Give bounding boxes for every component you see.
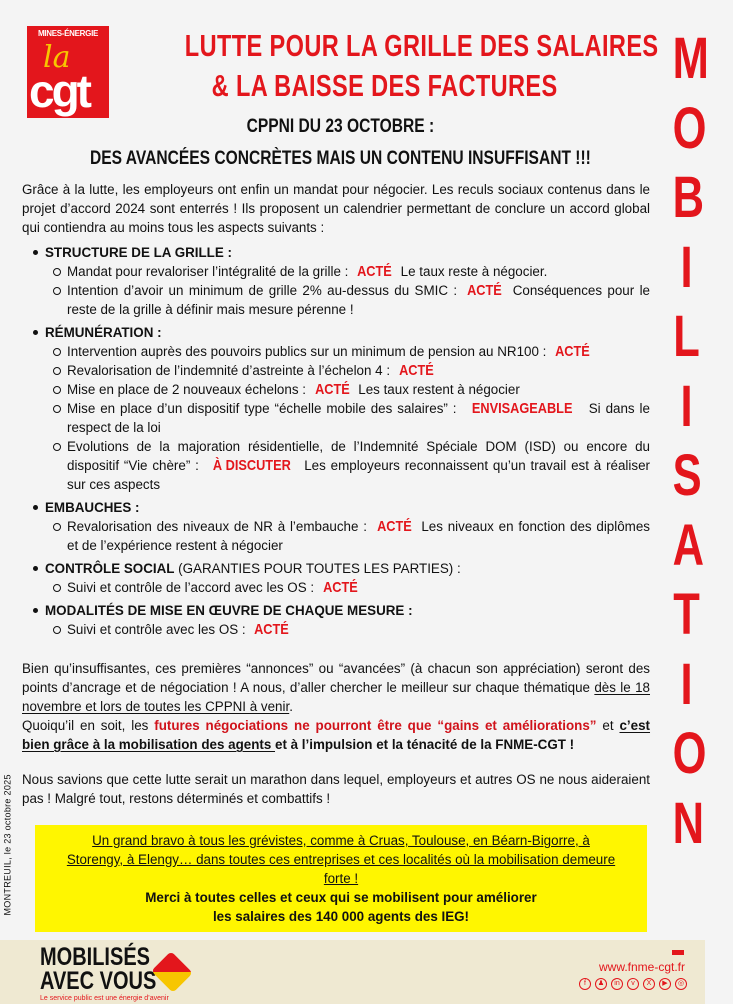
- vertical-letter: T: [673, 582, 700, 647]
- measure-item: [45, 361, 650, 380]
- logo-la: la: [43, 40, 71, 75]
- subtitle-2: DES AVANCÉES CONCRÈTES MAIS UN CONTENU INSUFFISANT !!!: [89, 148, 591, 169]
- vertical-letter: S: [672, 443, 702, 508]
- content-flow: [22, 180, 650, 932]
- subtitle-2-wrap: [20, 148, 660, 170]
- title-line-1: LUTTE POUR LA GRILLE DES SALAIRES: [184, 28, 659, 63]
- vertical-letter: I: [680, 234, 693, 300]
- social-icon[interactable]: ◎: [675, 978, 687, 990]
- vertical-letter: O: [672, 95, 707, 161]
- status-badge: ACTÉ: [314, 381, 350, 398]
- document-body: [22, 180, 650, 808]
- title-line-2-wrap: [110, 68, 660, 104]
- subtitle-1-wrap: [20, 116, 660, 138]
- text: .: [289, 699, 293, 714]
- measure-text: Intention d’avoir un minimum de grille 2% au-dessus du SMIC :: [67, 283, 458, 298]
- mobilises-logo: [40, 945, 156, 993]
- measure-text: Suivi et contrôle de l’accord avec les OS :: [67, 580, 315, 595]
- bold-text: et à l’impulsion et la ténacité de la FNME-CGT !: [275, 737, 575, 752]
- social-icon[interactable]: in: [611, 978, 623, 990]
- paragraph-1: [22, 659, 650, 716]
- measure-item: [45, 620, 650, 639]
- measure-note: Les employeurs reconnaissent qu’un travail est à réaliser sur ces aspects: [67, 458, 650, 492]
- status-badge: À DISCUTER: [212, 457, 291, 474]
- bravo-text: Un grand bravo à tous les grévistes, comme à Cruas, Toulouse, en Béarn-Bigorre, à Storengy, à Elengy… dans toutes ces entreprises et ces localités où la mobilisation demeure forte !: [66, 833, 616, 886]
- measure-note: Conséquences pour le reste de la grille à définir mais mesure pérenne !: [67, 283, 650, 317]
- status-badge: ENVISAGEABLE: [472, 400, 573, 417]
- measure-text: Suivi et contrôle avec les OS :: [67, 622, 246, 637]
- text: Bien qu’insuffisantes, ces premières “annonces” ou “avancées” (à chacun son appréciation) seront des points d’ancrage et de négociation ! A nous, d’aller chercher le meilleur sur chaque thématique: [22, 661, 650, 695]
- measure-item: [45, 281, 650, 319]
- measure-item: [45, 399, 650, 437]
- cgt-logo: [27, 26, 109, 118]
- section-heading: EMBAUCHES :: [45, 500, 140, 515]
- status-badge: ACTÉ: [357, 263, 392, 280]
- merci-line-2: les salaires des 140 000 agents des IEG!: [212, 909, 470, 924]
- underlined-text: dès le 18 novembre et lors de toutes les CPPNI à venir: [22, 680, 650, 714]
- title-line-1-wrap: [110, 28, 660, 64]
- vertical-letter: A: [672, 512, 705, 578]
- vertical-letter: I: [680, 651, 693, 717]
- section-item: [22, 323, 650, 494]
- logo-org: MINES-ÉNERGIE: [37, 29, 99, 38]
- subtitle-1: CPPNI DU 23 OCTOBRE :: [246, 116, 434, 137]
- title-line-2: & LA BAISSE DES FACTURES: [212, 68, 558, 103]
- status-badge: ACTÉ: [467, 282, 503, 299]
- website-link[interactable]: www.fnme-cgt.fr: [598, 960, 685, 974]
- paragraph-2: [22, 716, 650, 754]
- measure-item: [45, 578, 650, 597]
- section-item: [22, 498, 650, 555]
- mob-line-2: AVEC VOUS: [40, 967, 157, 995]
- measure-text: Intervention auprès des pouvoirs publics sur un minimum de pension au NR100 :: [67, 344, 547, 359]
- measure-item: [45, 342, 650, 361]
- measure-note: Les niveaux en fonction des diplômes et de l’expérience restent à négocier: [67, 519, 650, 553]
- section-heading: RÉMUNÉRATION :: [45, 325, 162, 340]
- vertical-letter: B: [672, 165, 705, 230]
- measures-list: [22, 243, 650, 639]
- text: Quoiqu’il en soit, les: [22, 718, 155, 733]
- highlight-text: futures négociations ne pourront être que “gains et améliorations”: [154, 718, 597, 733]
- section-item: [22, 601, 650, 639]
- section-heading: CONTRÔLE SOCIAL: [45, 561, 175, 576]
- section-extra: (GARANTIES POUR TOUTES LES PARTIES) :: [174, 561, 461, 576]
- measure-item: [45, 517, 650, 555]
- intro-paragraph: Grâce à la lutte, les employeurs ont enfin un mandat pour négocier. Les reculs sociaux contenus dans le projet d’accord 2024 sont enterrés ! Ils proposent un calendrier permettant de conclure un accord global qui contiendra au moins tous les aspects suivants :: [22, 182, 650, 235]
- measure-text: Revalorisation des niveaux de NR à l’embauche :: [67, 519, 367, 534]
- paragraph-3: Nous savions que cette lutte serait un marathon dans lequel, employeurs et autres OS ne nous aideraient pas ! Malgré tout, restons déterminés et combattifs !: [22, 772, 650, 806]
- social-icon[interactable]: ♟: [595, 978, 607, 990]
- text: et: [596, 718, 620, 733]
- footer: [0, 940, 705, 1004]
- vertical-letter: O: [672, 721, 707, 786]
- measure-item: [45, 437, 650, 494]
- status-badge: ACTÉ: [322, 579, 358, 596]
- social-icon[interactable]: X: [643, 978, 655, 990]
- section-item: [22, 559, 650, 597]
- section-heading: MODALITÉS DE MISE EN ŒUVRE DE CHAQUE MESURE :: [45, 603, 413, 618]
- handshake-icon: [151, 951, 193, 993]
- status-badge: ACTÉ: [376, 518, 412, 535]
- thanks-box: [35, 825, 647, 932]
- social-icon[interactable]: ▶: [659, 978, 671, 990]
- mobilisation-vertical: [668, 24, 709, 858]
- section-item: [22, 243, 650, 319]
- vertical-letter: L: [673, 304, 700, 369]
- measure-text: Revalorisation de l’indemnité d’astreinte à l’échelon 4 :: [67, 363, 391, 378]
- status-badge: ACTÉ: [398, 362, 434, 379]
- measure-text: Mandat pour revaloriser l’intégralité de la grille :: [67, 264, 349, 279]
- status-badge: ACTÉ: [555, 343, 590, 360]
- vertical-letter: M: [672, 26, 709, 91]
- vertical-letter: I: [680, 373, 693, 439]
- measure-item: [45, 380, 650, 399]
- measure-text: Evolutions de la majoration résidentielle, de l’Indemnité Spéciale DOM (ISD) ou encore du dispositif “Vie chère” :: [67, 439, 650, 473]
- vertical-letter: N: [672, 790, 705, 856]
- measure-note: Le taux reste à négocier.: [400, 264, 548, 279]
- measure-note: Les taux restent à négocier: [358, 382, 520, 397]
- measure-item: [45, 262, 650, 281]
- social-icon[interactable]: v: [627, 978, 639, 990]
- underlined-text: c’est bien grâce à la mobilisation des agents: [22, 718, 651, 752]
- section-heading: STRUCTURE DE LA GRILLE :: [45, 245, 232, 260]
- slogan: Le service public est une énergie d’avenir: [40, 995, 169, 1002]
- merci-line-1: Merci à toutes celles et ceux qui se mobilisent pour améliorer: [145, 890, 537, 905]
- measure-note: Si dans le respect de la loi: [67, 401, 650, 435]
- measure-text: Mise en place de 2 nouveaux échelons :: [67, 382, 306, 397]
- date-line: MONTREUIL, le 23 octobre 2025: [2, 774, 13, 916]
- mob-line-1: MOBILISÉS: [40, 943, 151, 971]
- logo-cgt: cgt: [29, 65, 89, 117]
- social-icon[interactable]: f: [579, 978, 591, 990]
- measure-text: Mise en place d’un dispositif type “échelle mobile des salaires” :: [67, 401, 457, 416]
- social-icons: [579, 978, 687, 990]
- status-badge: ACTÉ: [254, 621, 290, 638]
- red-marker: [672, 950, 684, 955]
